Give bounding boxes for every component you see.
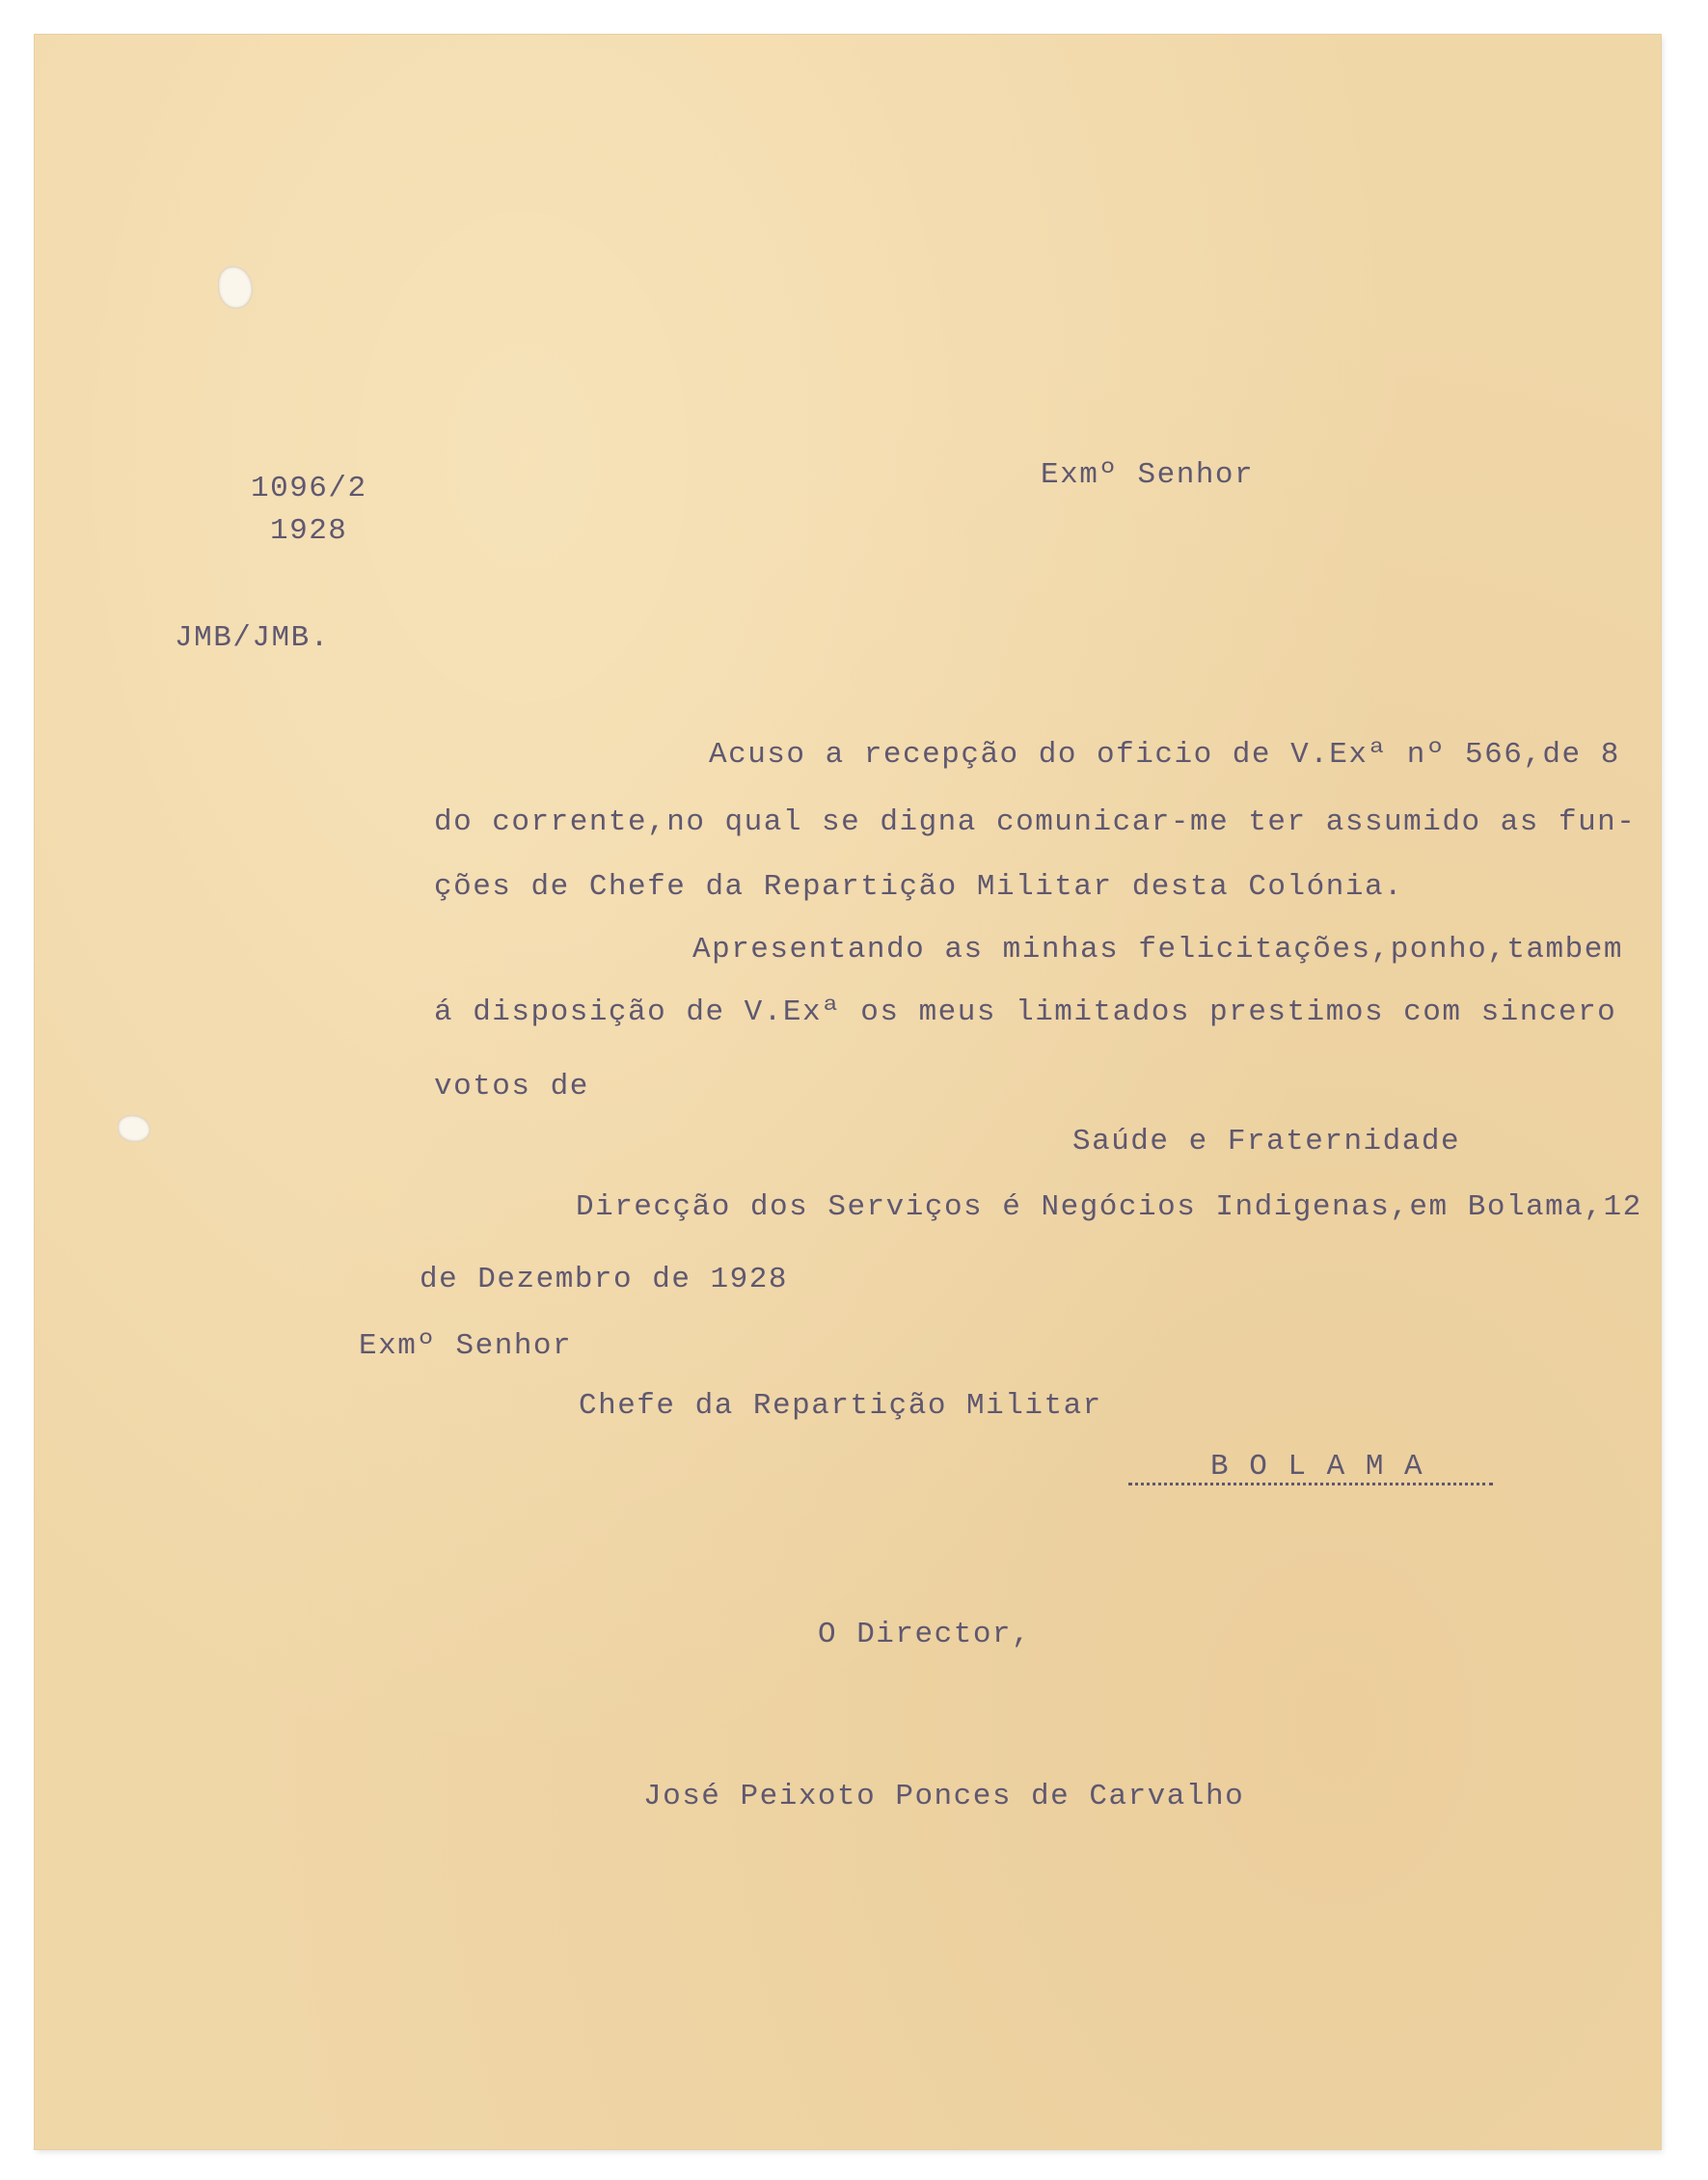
body-line-6: votos de: [434, 1070, 589, 1104]
punch-hole-top: [218, 266, 253, 309]
letter-page: [35, 35, 1661, 2149]
signature-name: José Peixoto Ponces de Carvalho: [643, 1780, 1245, 1813]
salutation: Exmº Senhor: [1041, 458, 1255, 492]
punch-hole-bottom: [118, 1115, 150, 1142]
body-line-1: Acuso a recepção do oficio de V.Exª nº 566,de 8: [709, 738, 1620, 772]
reference-initials: JMB/JMB.: [175, 621, 330, 655]
place-date-line-2: de Dezembro de 1928: [420, 1263, 788, 1296]
place-date-line-1: Direcção dos Serviços é Negócios Indigenas,em Bolama,12: [576, 1190, 1642, 1224]
addressee-location-underline: [1128, 1483, 1493, 1485]
body-line-2: do corrente,no qual se digna comunicar-me ter assumido as fun-: [434, 805, 1637, 839]
reference-number: 1096/2: [251, 472, 367, 505]
addressee-salutation: Exmº Senhor: [359, 1329, 573, 1363]
addressee-location: B O L A M A: [1210, 1450, 1424, 1484]
signature-role: O Director,: [818, 1618, 1032, 1651]
body-line-5: á disposição de V.Exª os meus limitados prestimos com sincero: [434, 995, 1617, 1029]
reference-year: 1928: [270, 514, 348, 548]
closing-formula: Saúde e Fraternidade: [1072, 1125, 1461, 1158]
body-line-3: ções de Chefe da Repartição Militar desta Colónia.: [434, 870, 1404, 904]
body-line-4: Apresentando as minhas felicitações,ponho,tambem: [692, 933, 1623, 967]
addressee-title: Chefe da Repartição Militar: [579, 1389, 1102, 1423]
